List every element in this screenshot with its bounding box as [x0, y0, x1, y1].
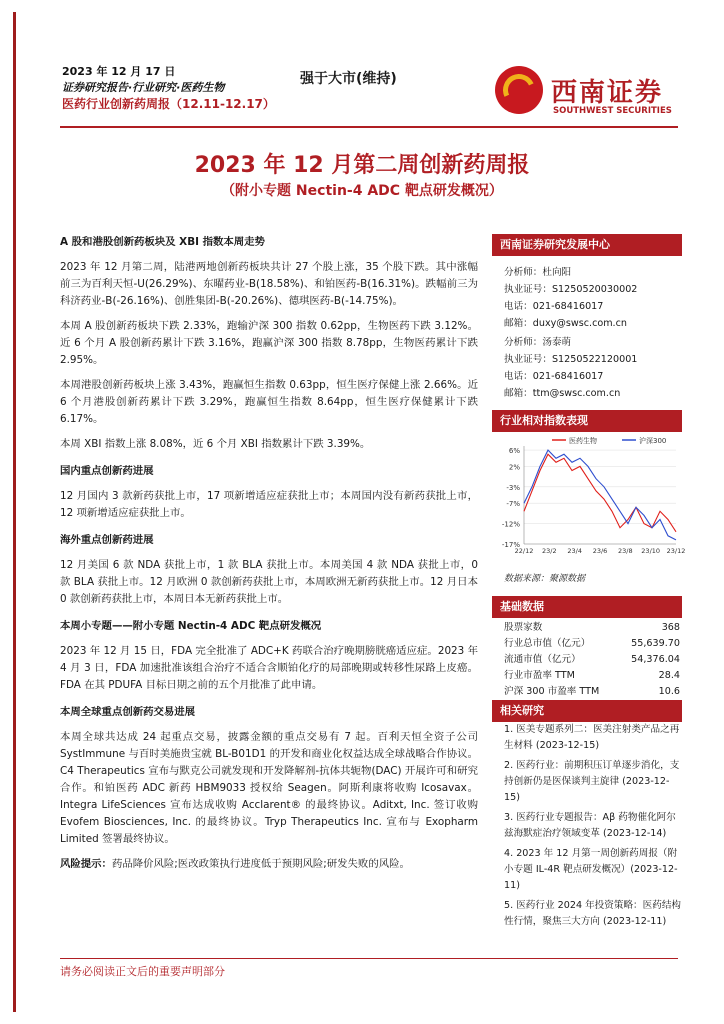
rating: 强于大市(维持)	[300, 71, 397, 87]
related-report-link[interactable]: 3. 医药行业专题报告：Aβ 药物催化阿尔兹海默症治疗领域变革 (2023-12-14)	[504, 812, 676, 839]
related-report-link[interactable]: 2. 医药行业：前期积压订单逐步消化，支持创新仍是医保谈判主旋律 (2023-12-15)	[504, 760, 680, 803]
paragraph: 本周全球共达成 24 起重点交易，披露金额的重点交易有 7 起。百利天恒全资子公司 SystImmune 与百时美施贵宝就 BL-B01D1 的开发和商业化权益达成全球战略合作协议。C4 Therapeutics 宣布与默克公司就发现和开发降解剂-抗体共轭物(DAC) 开展许可和研究合作。和铂医药 ADC 新药 HBM9033 授权给 Seagen。阿斯利康将收购 Icosavax。Integra LifeSciences 宣布达成收购 Acclarent® 的最终协议。Aditxt, Inc. 签订收购 Evofem Biosciences, Inc. 的最终协议。Tryp Therapeutics Inc. 宣布与 Exopharm Limited 签署最终协议。	[60, 731, 478, 845]
page-subtitle: （附小专题 Nectin-4 ADC 靶点研发概况）	[221, 183, 503, 199]
x-tick-label: 23/4	[567, 547, 582, 555]
stats-row	[504, 652, 680, 668]
main-content	[60, 234, 478, 881]
legend-label: 沪深300	[639, 437, 667, 445]
y-tick-label: -3%	[506, 483, 520, 492]
email-link[interactable]: 邮箱：duxy@swsc.com.cn	[504, 318, 627, 329]
section-title: 本周小专题——附小专题 Nectin-4 ADC 靶点研发概况	[60, 620, 322, 632]
paragraph: 本周 A 股创新药板块下跌 2.33%，跑输沪深 300 指数 0.62pp，生物医药下跌 3.12%。近 6 个月 A 股创新药累计下跌 3.16%，跑赢沪深 300 指数 8.78pp，生物医药累计下跌 2.95%。	[60, 320, 478, 366]
report-type: 证券研究报告·行业研究·医药生物	[62, 81, 225, 94]
footer-disclaimer: 请务必阅读正文后的重要声明部分	[60, 965, 225, 978]
paragraph: 2023 年 12 月 15 日，FDA 完全批准了 ADC+K 药联合治疗晚期膀胱癌适应症。2023 年 4 月 3 日，FDA 加速批准该组合治疗不适合含顺铂化疗的局部晚期或转移性尿路上皮癌。FDA 在其 PDUFA 目标日期之前的五个月批准了此申请。	[60, 645, 478, 691]
paragraph: 12 月美国 6 款 NDA 获批上市，1 款 BLA 获批上市。本周美国 4 款 NDA 获批上市，0 款 BLA 获批上市。12 月欧洲 0 款创新药获批上市，本周欧洲无新药获批上市。12 月日本 0 款创新药获批上市，本周日本无新药获批上市。	[60, 559, 478, 605]
reports-title: 相关研究	[492, 700, 682, 722]
page-title: 2023 年 12 月第二周创新药周报	[194, 153, 530, 178]
stats-label: 行业市盈率 TTM	[504, 670, 575, 681]
analyst-2: 分析师：汤泰萌 执业证号：S1250522120001 电话：021-68416017 邮箱：ttm@swsc.com.cn	[504, 334, 637, 402]
x-tick-label: 23/8	[618, 547, 633, 555]
related-report-link[interactable]: 4. 2023 年 12 月第一周创新药周报（附小专题 IL-4R 靶点研发概况）(2023-12-11)	[504, 848, 678, 891]
stats-label: 流通市值（亿元）	[504, 654, 581, 665]
stats-row	[504, 684, 680, 700]
paragraph: 2023 年 12 月第二周，陆港两地创新药板块共计 27 个股上涨，35 个股下跌。其中涨幅前三为百利天恒-U(26.29%)、东曜药业-B(18.58%)、和铂医药-B(16.31%)。跌幅前三为科济药业-B(-26.16%)、创胜集团-B(-20.26%)、德琪医药-B(-14.75%)。	[60, 261, 478, 307]
stats-row	[504, 620, 680, 636]
chart-title: 行业相对指数表现	[492, 410, 682, 432]
footer-divider	[60, 958, 678, 959]
report-series: 医药行业创新药周报（12.11-12.17）	[62, 97, 275, 111]
y-tick-label: -12%	[501, 520, 520, 529]
stats-row	[504, 668, 680, 684]
report-header	[62, 64, 275, 112]
legend-label: 医药生物	[569, 437, 597, 445]
paragraph: 本周港股创新药板块上涨 3.43%，跑赢恒生指数 0.63pp，恒生医疗保健上涨 2.66%。近 6 个月港股创新药累计下跌 3.29%，跑赢恒生指数 8.64pp，恒生医疗保健累计下跌 6.17%。	[60, 379, 478, 425]
x-tick-label: 23/12	[666, 547, 686, 555]
related-reports-list	[504, 722, 682, 934]
stats-value: 55,639.70	[631, 638, 680, 649]
x-tick-label: 22/12	[514, 547, 534, 555]
stats-value: 10.6	[658, 686, 680, 697]
basic-data-table	[504, 620, 680, 700]
company-logo	[495, 66, 675, 120]
header-divider	[60, 126, 678, 128]
section-title: 国内重点创新药进展	[60, 465, 154, 477]
y-tick-label: 2%	[508, 463, 520, 472]
org-title: 西南证券研究发展中心	[492, 234, 682, 256]
section-title: A 股和港股创新药板块及 XBI 指数本周走势	[60, 236, 265, 248]
stats-label: 股票家数	[504, 622, 543, 633]
stats-label: 行业总市值（亿元）	[504, 638, 591, 649]
stats-value: 54,376.04	[631, 654, 680, 665]
stats-label: 沪深 300 市盈率 TTM	[504, 686, 600, 697]
chart-source: 数据来源：聚源数据	[504, 574, 586, 584]
x-tick-label: 23/2	[542, 547, 557, 555]
x-tick-label: 23/6	[592, 547, 608, 555]
risk-warning: 风险提示：药品降价风险;医改政策执行进度低于预期风险;研发失败的风险。	[60, 858, 410, 870]
logo-text: 西南证券	[551, 78, 664, 108]
series-line-0	[524, 454, 676, 532]
y-tick-label: 6%	[508, 447, 520, 456]
logo-subtext: SOUTHWEST SECURITIES	[553, 106, 672, 116]
paragraph: 12 月国内 3 款新药获批上市，17 项新增适应症获批上市；本周国内没有新药获批上市，12 项新增适应症获批上市。	[60, 490, 478, 519]
section-title: 海外重点创新药进展	[60, 534, 154, 546]
stats-title: 基础数据	[492, 596, 682, 618]
report-date: 2023 年 12 月 17 日	[62, 65, 176, 78]
stats-row	[504, 636, 680, 652]
x-tick-label: 23/10	[641, 547, 661, 555]
relative-index-chart	[492, 432, 686, 555]
section-title: 本周全球重点创新药交易进展	[60, 706, 196, 718]
related-report-link[interactable]: 5. 医药行业 2024 年投资策略：医药结构性行情，聚焦三大方向 (2023-12-11)	[504, 900, 682, 927]
stats-value: 28.4	[658, 670, 680, 681]
analyst-1: 分析师：杜向阳 执业证号：S1250520030002 电话：021-68416017 邮箱：duxy@swsc.com.cn	[504, 264, 637, 332]
y-tick-label: -17%	[501, 541, 520, 549]
email-link[interactable]: 邮箱：ttm@swsc.com.cn	[504, 388, 621, 399]
related-report-link[interactable]: 1. 医美专题系列二：医美注射类产品之再生材料 (2023-12-15)	[504, 724, 680, 751]
y-tick-label: -7%	[506, 500, 520, 509]
stats-value: 368	[661, 622, 680, 633]
paragraph: 本周 XBI 指数上涨 8.08%，近 6 个月 XBI 指数累计下跌 3.39%。	[60, 438, 371, 450]
